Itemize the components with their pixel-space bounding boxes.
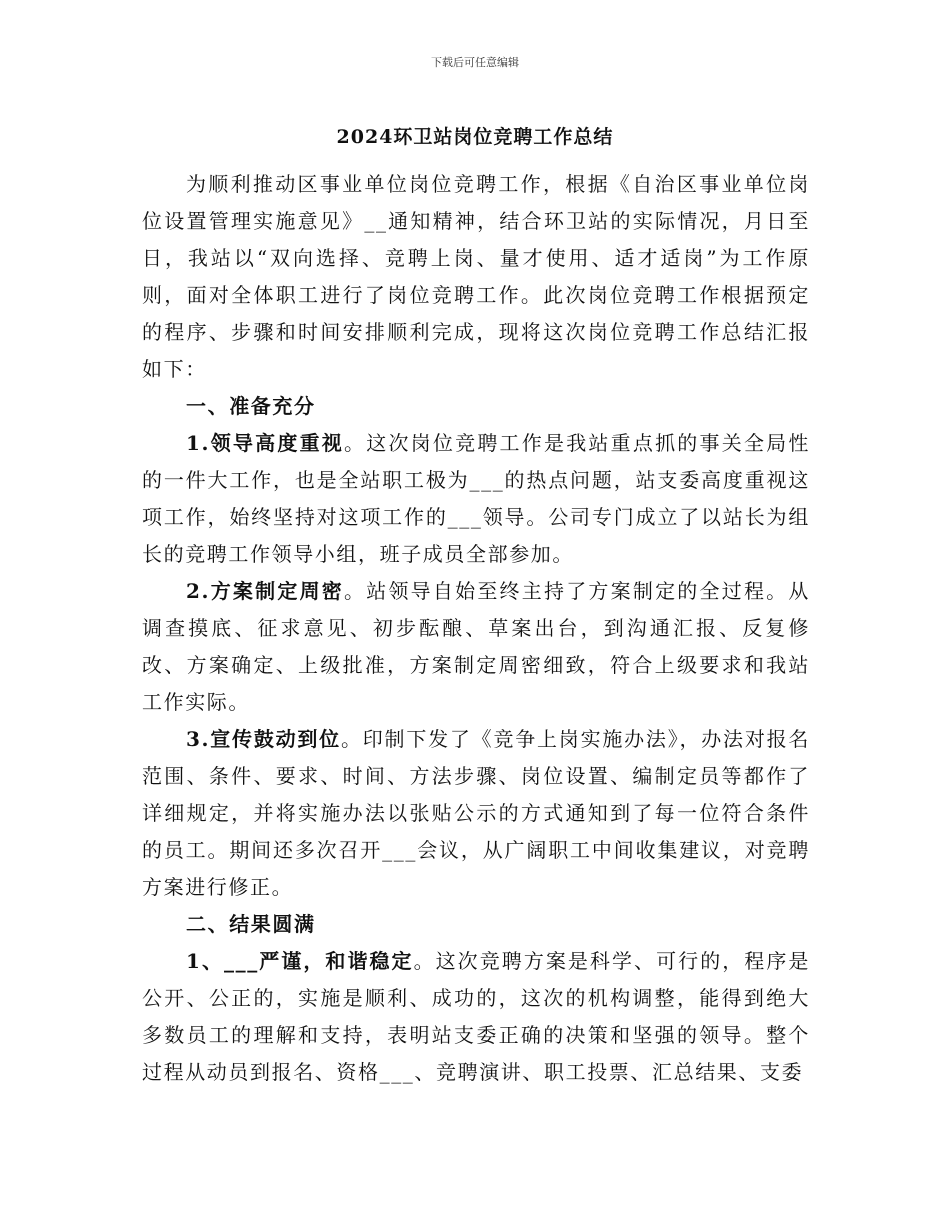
- intro-paragraph: 为顺利推动区事业单位岗位竞聘工作，根据《自治区事业单位岗位设置管理实施意见》__通知精神，结合环卫站的实际情况，月日至日，我站以“双向选择、竞聘上岗、量才使用、适才适岗”为工作原则，面对全体职工进行了岗位竞聘工作。此次岗位竞聘工作根据预定的程序、步骤和时间安排顺利完成，现将这次岗位竞聘工作总结汇报如下：: [142, 172, 810, 381]
- item-text: 。这次竞聘方案是科学、可行的，程序是公开、公正的，实施是顺利、成功的，这次的机构调整，能得到绝大多数员工的理解和支持，表明站支委正确的决策和坚强的领导。整个过程从动员到报名、资格___、竞聘演讲、职工投票、汇总结果、支委: [142, 949, 810, 1084]
- item-lead: 1、___严谨，和谐稳定: [186, 949, 414, 973]
- item-text: 。站领导自始至终主持了方案制定的全过程。从调查摸底、征求意见、初步酝酿、草案出台，到沟通汇报、反复修改、方案确定、上级批准，方案制定周密细致，符合上级要求和我站工作实际。: [142, 579, 810, 714]
- list-item: [142, 943, 810, 1091]
- section-heading-preparation: 一、准备充分: [186, 394, 316, 418]
- document-title: 2024环卫站岗位竞聘工作总结: [336, 126, 614, 148]
- header-note: 下载后可任意编辑: [431, 56, 519, 69]
- item-text: 。这次岗位竞聘工作是我站重点抓的事关全局性的一件大工作，也是全站职工极为___的热点问题，站支委高度重视这项工作，始终坚持对这项工作的___领导。公司专门成立了以站长为组长的竞聘工作领导小组，班子成员全部参加。: [142, 431, 810, 566]
- list-item: [142, 573, 810, 721]
- item-lead: 2.方案制定周密: [186, 579, 345, 603]
- list-item: [142, 425, 810, 573]
- section-heading-results: 二、结果圆满: [186, 912, 316, 936]
- document-body: [142, 166, 810, 1091]
- item-lead: 1.领导高度重视: [186, 431, 345, 455]
- item-text: 。印制下发了《竞争上岗实施办法》，办法对报名范围、条件、要求、时间、方法步骤、岗位设置、编制定员等都作了详细规定，并将实施办法以张贴公示的方式通知到了每一位符合条件的员工。期间还多次召开___会议，从广阔职工中间收集建议，对竞聘方案进行修正。: [142, 727, 811, 899]
- item-lead: 3.宣传鼓动到位: [186, 727, 341, 751]
- list-item: [142, 721, 810, 906]
